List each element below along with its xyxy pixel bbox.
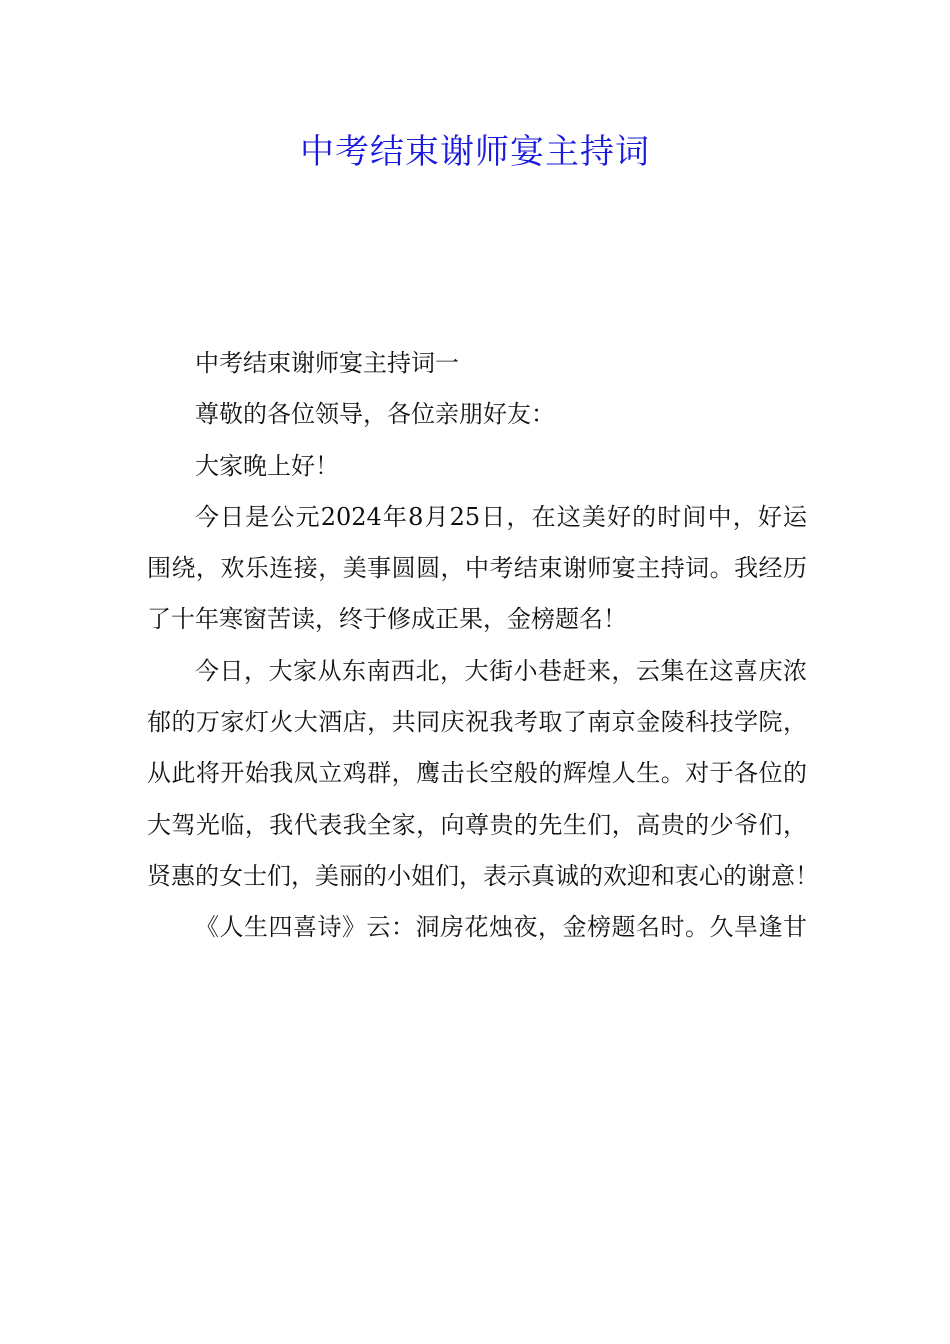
text-line: 中考结束谢师宴主持词一 — [195, 349, 459, 377]
paragraph-welcome — [147, 646, 819, 902]
document-title: 中考结束谢师宴主持词 — [300, 132, 650, 172]
text-line: 从此将开始我凤立鸡群，鹰击长空般的辉煌人生。对于各位的 — [147, 759, 807, 788]
text-line: 《人生四喜诗》云：洞房花烛夜，金榜题名时。久旱逢甘 — [195, 913, 807, 942]
text-line: 大驾光临，我代表我全家，向尊贵的先生们，高贵的少爷们， — [147, 810, 807, 839]
text-line: 了十年寒窗苦读，终于修成正果，金榜题名！ — [147, 605, 627, 634]
paragraph-greeting — [147, 441, 807, 492]
text-line: 郁的万家灯火大酒店，共同庆祝我考取了南京金陵科技学院， — [147, 708, 807, 737]
paragraph-heading — [147, 338, 807, 389]
text-line: 尊敬的各位领导，各位亲朋好友： — [195, 400, 555, 429]
text-line: 围绕，欢乐连接，美事圆圆，中考结束谢师宴主持词。我经历 — [147, 554, 807, 583]
paragraph-salutation — [147, 389, 807, 440]
paragraph-date — [147, 492, 807, 646]
text-line: 贤惠的女士们，美丽的小姐们，表示真诚的欢迎和衷心的谢意！ — [147, 861, 819, 890]
paragraph-poem — [147, 902, 807, 953]
text-line: 今日是公元2024年8月25日，在这美好的时间中，好运 — [195, 502, 807, 531]
text-line: 今日，大家从东南西北，大街小巷赶来，云集在这喜庆浓 — [195, 656, 807, 685]
text-line: 大家晚上好！ — [195, 451, 339, 480]
document-body — [147, 338, 819, 954]
